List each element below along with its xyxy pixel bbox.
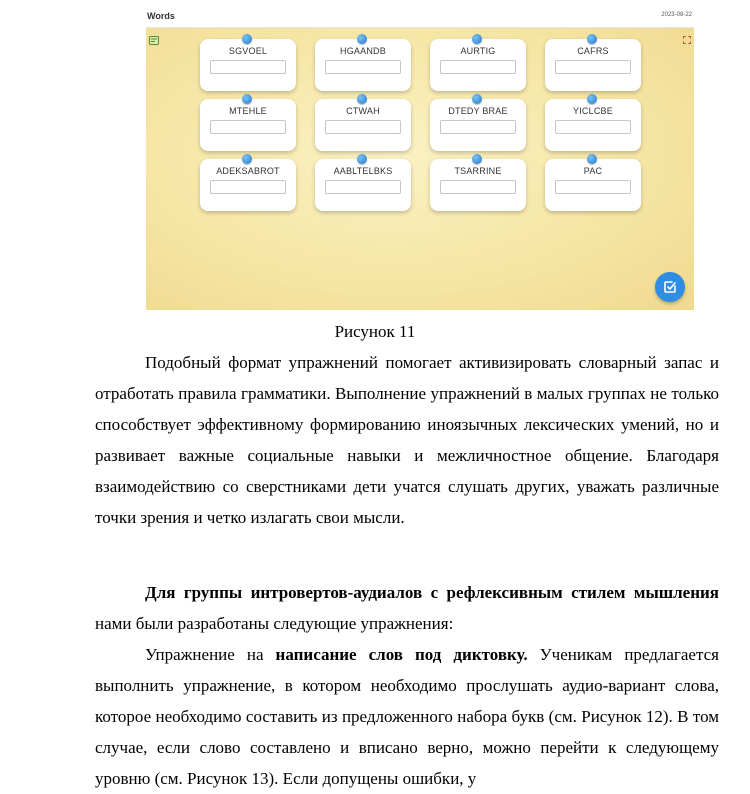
word-card (200, 39, 296, 91)
pin-icon (357, 154, 367, 164)
scrambled-word: TSARRINE (454, 166, 502, 176)
fullscreen-icon[interactable] (683, 36, 691, 44)
scrambled-word: SGVOEL (228, 46, 268, 56)
app-date: 2023-08-22 (661, 12, 692, 18)
app-header (146, 8, 694, 28)
app-screenshot (146, 8, 694, 310)
scrambled-word: YICLCBE (573, 106, 613, 116)
pin-icon (587, 154, 597, 164)
word-card (200, 99, 296, 151)
scrambled-word: ADEKSABROT (216, 166, 280, 176)
word-card (545, 159, 641, 211)
answer-input[interactable] (440, 180, 516, 194)
scrambled-word: CTWAH (346, 106, 380, 116)
word-card (315, 39, 411, 91)
word-card (200, 159, 296, 211)
answer-input[interactable] (325, 60, 401, 74)
answer-input[interactable] (555, 180, 631, 194)
word-card (430, 99, 526, 151)
game-board (146, 28, 694, 310)
word-card (315, 99, 411, 151)
word-card-grid (200, 39, 641, 211)
bold-phrase: написание слов под диктовку. (275, 645, 528, 664)
pin-icon (587, 94, 597, 104)
pin-icon (472, 94, 482, 104)
word-card (545, 99, 641, 151)
scrambled-word: AABLTELBKS (333, 166, 393, 176)
app-title: Words (147, 11, 175, 21)
word-card (430, 159, 526, 211)
word-card (545, 39, 641, 91)
body-paragraph (95, 639, 719, 794)
answer-input[interactable] (440, 60, 516, 74)
pin-icon (357, 94, 367, 104)
scrambled-word: AURTIG (460, 46, 496, 56)
pin-icon (242, 34, 252, 44)
pin-icon (472, 34, 482, 44)
word-card (315, 159, 411, 211)
figure-caption: Рисунок 11 (334, 322, 416, 341)
answer-input[interactable] (555, 120, 631, 134)
answer-input[interactable] (325, 180, 401, 194)
answer-input[interactable] (440, 120, 516, 134)
pin-icon (472, 154, 482, 164)
answer-input[interactable] (210, 180, 286, 194)
scrambled-word: CAFRS (577, 46, 609, 56)
scrambled-word: HGAANDB (340, 46, 386, 56)
body-paragraph: Подобный формат упражнений помогает активизировать словарный запас и отработать правила грамматики. Выполнение упражнений в малых группах не только способствует эффективному формированию иноязычных лексических умений, но и развивает важные социальные навыки и межличностное общение. Благодаря взаимодействию со сверстниками дети учатся слушать других, уважать различные точки зрения и четко излагать свои мысли. (95, 353, 719, 527)
answer-input[interactable] (555, 60, 631, 74)
check-answers-button[interactable] (655, 272, 685, 302)
pin-icon (242, 154, 252, 164)
scrambled-word: MTEHLE (229, 106, 267, 116)
bold-phrase: Для группы интровертов-аудиалов с рефлексивным стилем мышления (145, 583, 719, 602)
pin-icon (587, 34, 597, 44)
answer-input[interactable] (325, 120, 401, 134)
answer-input[interactable] (210, 60, 286, 74)
word-card (430, 39, 526, 91)
paragraph-text: Упражнение на (145, 645, 276, 664)
paragraph-text: нами были разработаны следующие упражнения: (95, 614, 454, 633)
scrambled-word: DTEDY BRAE (448, 106, 508, 116)
body-paragraph (95, 577, 719, 639)
pin-icon (242, 94, 252, 104)
pin-icon (357, 34, 367, 44)
scrambled-word: PAC (583, 166, 603, 176)
paragraph-text: Ученикам предлагается выполнить упражнение, в котором необходимо прослушать аудио-вариант слова, которое необходимо составить из предложенного набора букв (см. Рисунок 12). В том случае, если слово составлено и вписано верно, можно перейти к следующему уровню (см. Рисунок 13). Если допущены ошибки, у (95, 645, 719, 788)
check-edit-icon (663, 280, 677, 294)
help-icon[interactable] (149, 36, 159, 45)
answer-input[interactable] (210, 120, 286, 134)
